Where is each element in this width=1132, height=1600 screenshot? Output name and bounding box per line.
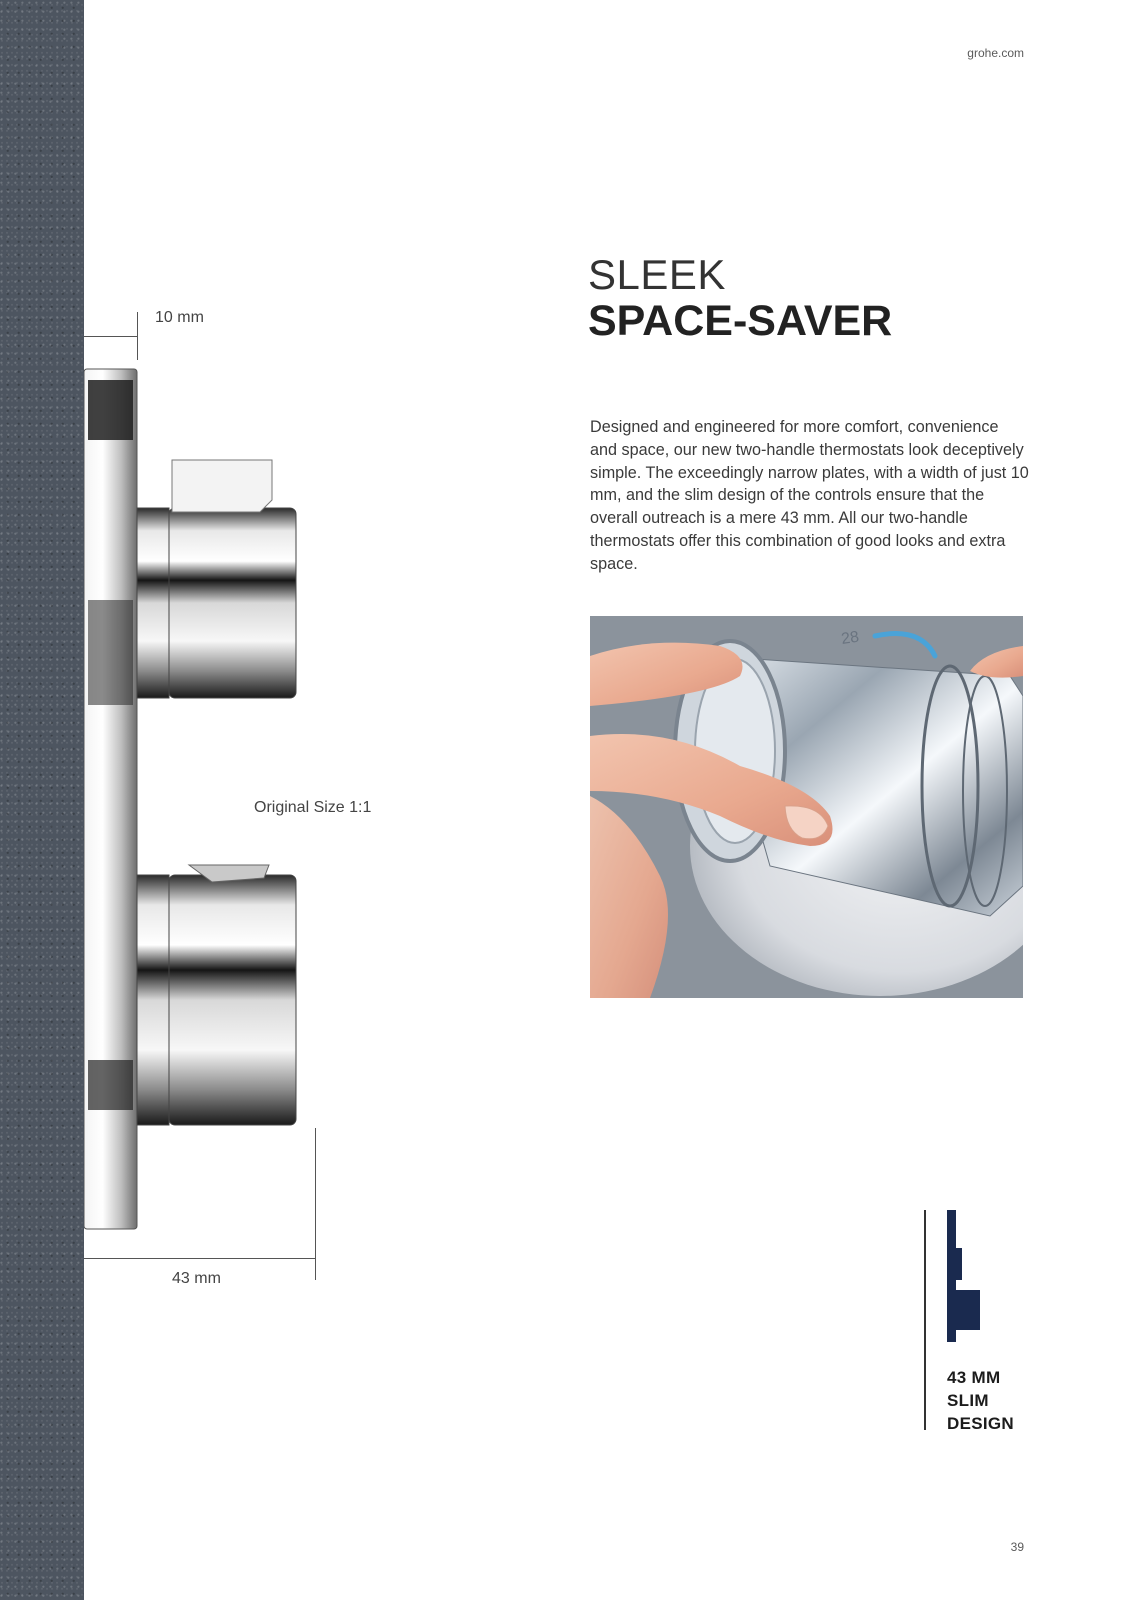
outreach-line	[84, 1258, 316, 1259]
lower-handle-collar	[137, 875, 169, 1125]
plate-width-label: 10 mm	[155, 309, 204, 326]
body-paragraph: Designed and engineered for more comfort, convenience and space, our new two-handle thermostats look deceptively simple. The exceedingly narrow plates, with a width of just 10 mm, and the slim design of the controls ensure that the overall outreach is a mere 43 mm. All our two-handle thermostats offer this combination of good looks and extra space.	[590, 418, 1029, 573]
slim-label-line-2: SLIM	[947, 1391, 989, 1410]
slim-label-line-1: 43 MM	[947, 1368, 1001, 1387]
upper-handle-body	[169, 508, 296, 698]
scale-label: Original Size 1:1	[254, 799, 372, 816]
plate-dark-band-top	[88, 380, 133, 440]
plate-width-line	[84, 336, 138, 337]
thermostat-photo-art	[590, 616, 1023, 998]
wall-texture	[0, 0, 84, 1600]
slim-icon-rule	[924, 1210, 926, 1430]
heading-line-2: SPACE-SAVER	[588, 297, 893, 345]
slim-label-line-3: DESIGN	[947, 1414, 1014, 1433]
thermostat-photo	[590, 616, 1023, 998]
dial-number: 28	[840, 628, 861, 648]
slim-design-label	[947, 1366, 1014, 1435]
upper-handle-lever	[172, 460, 272, 512]
heading-line-1: SLEEK	[588, 251, 726, 298]
page-heading	[588, 252, 892, 344]
plate-dark-band-mid	[88, 600, 133, 705]
page-number: 39	[1010, 1540, 1024, 1554]
upper-handle-collar	[137, 508, 169, 698]
outreach-label: 43 mm	[172, 1270, 221, 1287]
plate-dark-band-bottom	[88, 1060, 133, 1110]
slim-icon-profile	[947, 1210, 980, 1342]
plate-width-tick	[137, 312, 138, 360]
lower-handle-body	[169, 875, 296, 1125]
site-url: grohe.com	[967, 46, 1024, 60]
